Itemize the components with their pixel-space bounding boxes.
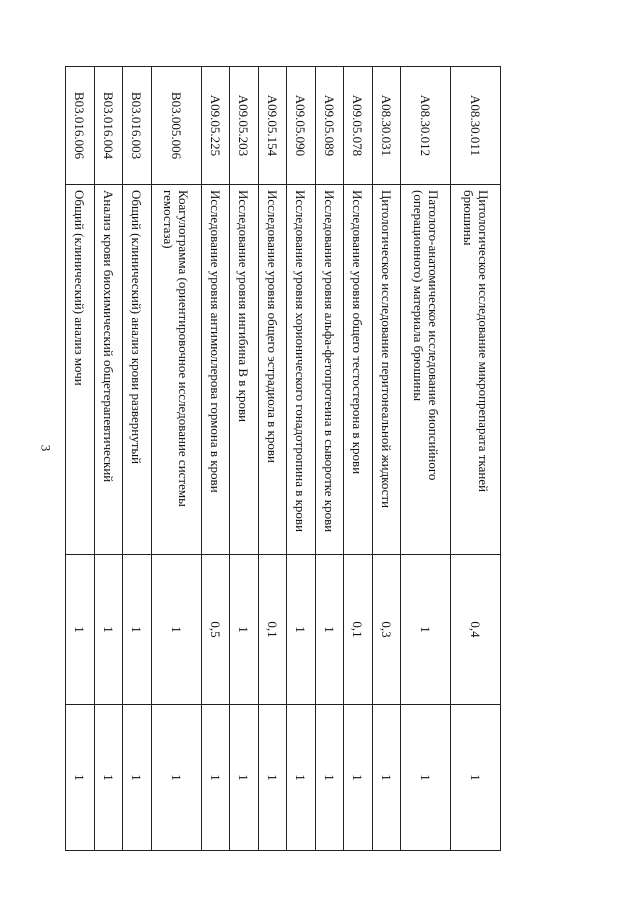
multiplicity-cell: 1	[258, 705, 287, 851]
frequency-cell: 0,3	[372, 555, 401, 705]
table-row	[258, 67, 287, 851]
multiplicity-cell: 1	[372, 705, 401, 851]
table-body	[66, 67, 501, 851]
code-cell: А08.30.012	[401, 67, 451, 185]
table-row	[230, 67, 259, 851]
table-row	[451, 67, 501, 851]
code-cell: В03.016.004	[94, 67, 123, 185]
frequency-cell: 1	[94, 555, 123, 705]
multiplicity-cell: 1	[451, 705, 501, 851]
table-row	[66, 67, 95, 851]
name-cell: Общий (клинический) анализ крови развернутый	[123, 185, 152, 555]
multiplicity-cell: 1	[66, 705, 95, 851]
code-cell: А09.05.154	[258, 67, 287, 185]
table-row	[344, 67, 373, 851]
table-region	[65, 66, 501, 850]
multiplicity-cell: 1	[230, 705, 259, 851]
table-row	[201, 67, 230, 851]
code-cell: В03.005.006	[151, 67, 201, 185]
name-cell: Исследование уровня хорионического гонадотропина в крови	[287, 185, 316, 555]
frequency-cell: 0,5	[201, 555, 230, 705]
name-cell: Общий (клинический) анализ мочи	[66, 185, 95, 555]
rotated-table	[65, 66, 501, 850]
multiplicity-cell: 1	[94, 705, 123, 851]
name-cell: Исследование уровня общего эстрадиола в крови	[258, 185, 287, 555]
table-row	[315, 67, 344, 851]
frequency-cell: 1	[315, 555, 344, 705]
table-row	[151, 67, 201, 851]
frequency-cell: 1	[401, 555, 451, 705]
multiplicity-cell: 1	[401, 705, 451, 851]
frequency-cell: 0,4	[451, 555, 501, 705]
code-cell: А08.30.031	[372, 67, 401, 185]
code-cell: А09.05.078	[344, 67, 373, 185]
multiplicity-cell: 1	[287, 705, 316, 851]
name-cell: Патолого-анатомическое исследование биопсийного (операционного) материала брюшины	[401, 185, 451, 555]
multiplicity-cell: 1	[201, 705, 230, 851]
name-cell: Цитологическое исследование перитонеальной жидкости	[372, 185, 401, 555]
table-row	[287, 67, 316, 851]
multiplicity-cell: 1	[315, 705, 344, 851]
services-table	[65, 66, 501, 851]
multiplicity-cell: 1	[344, 705, 373, 851]
frequency-cell: 0,1	[258, 555, 287, 705]
frequency-cell: 1	[287, 555, 316, 705]
table-row	[94, 67, 123, 851]
multiplicity-cell: 1	[123, 705, 152, 851]
code-cell: В03.016.003	[123, 67, 152, 185]
name-cell: Цитологическое исследование микропрепарата тканей брюшины	[451, 185, 501, 555]
frequency-cell: 1	[123, 555, 152, 705]
frequency-cell: 1	[66, 555, 95, 705]
multiplicity-cell: 1	[151, 705, 201, 851]
name-cell: Анализ крови биохимический общетерапевтический	[94, 185, 123, 555]
frequency-cell: 1	[151, 555, 201, 705]
code-cell: А09.05.203	[230, 67, 259, 185]
table-row	[372, 67, 401, 851]
code-cell: А09.05.225	[201, 67, 230, 185]
code-cell: А08.30.011	[451, 67, 501, 185]
frequency-cell: 1	[230, 555, 259, 705]
name-cell: Исследование уровня альфа-фетопротеина в сыворотке крови	[315, 185, 344, 555]
code-cell: В03.016.006	[66, 67, 95, 185]
page-number: 3	[38, 444, 54, 452]
table-row	[401, 67, 451, 851]
name-cell: Исследование уровня ингибина В в крови	[230, 185, 259, 555]
name-cell: Исследование уровня антимюллерова гормона в крови	[201, 185, 230, 555]
frequency-cell: 0,1	[344, 555, 373, 705]
table-row	[123, 67, 152, 851]
code-cell: А09.05.090	[287, 67, 316, 185]
name-cell: Коагулограмма (ориентировочное исследование системы гемостаза)	[151, 185, 201, 555]
name-cell: Исследование уровня общего тестостерона в крови	[344, 185, 373, 555]
code-cell: А09.05.089	[315, 67, 344, 185]
